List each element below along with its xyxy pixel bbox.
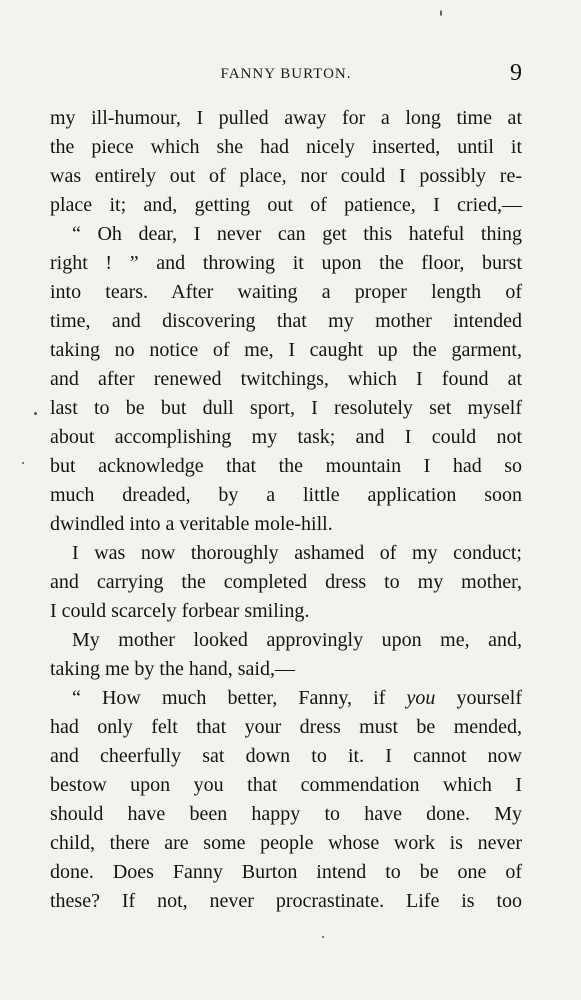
text-line: time, and discovering that my mother intended — [50, 310, 522, 332]
text-line: and after renewed twitchings, which I found at — [50, 368, 522, 390]
text-line-with-emphasis — [50, 684, 522, 713]
text-line: taking no notice of me, I caught up the garment, — [50, 339, 522, 361]
paper-speck — [322, 936, 324, 938]
text-segment: “ How much better, Fanny, if — [72, 687, 407, 709]
text-line: was entirely out of place, nor could I possibly re- — [50, 165, 522, 187]
text-line: these? If not, never procrastinate. Life is too — [50, 890, 522, 912]
paper-speck — [22, 462, 24, 464]
text-segment: yourself — [435, 687, 522, 709]
text-line: place it; and, getting out of patience, I cried,— — [50, 194, 522, 216]
text-line: my ill-humour, I pulled away for a long time at — [50, 107, 522, 129]
text-line: I was now thoroughly ashamed of my conduct; — [72, 542, 522, 564]
text-line: should have been happy to have done. My — [50, 803, 522, 825]
paper-speck — [34, 412, 37, 415]
text-line: done. Does Fanny Burton intend to be one of — [50, 861, 522, 883]
text-line: child, there are some people whose work is never — [50, 832, 522, 854]
paper-speck — [440, 10, 442, 16]
text-line: My mother looked approvingly upon me, and, — [72, 629, 522, 651]
text-line: right ! ” and throwing it upon the floor, burst — [50, 252, 522, 274]
text-line: had only felt that your dress must be mended, — [50, 716, 522, 738]
text-line: much dreaded, by a little application soon — [50, 484, 522, 506]
text-line: but acknowledge that the mountain I had so — [50, 455, 522, 477]
text-line: “ Oh dear, I never can get this hateful thing — [72, 223, 522, 245]
text-line: dwindled into a veritable mole-hill. — [50, 513, 333, 535]
text-line: bestow upon you that commendation which I — [50, 774, 522, 796]
text-line: last to be but dull sport, I resolutely set myself — [50, 397, 522, 419]
text-line: into tears. After waiting a proper length of — [50, 281, 522, 303]
emphasized-word: you — [406, 687, 436, 709]
text-line: and cheerfully sat down to it. I cannot now — [50, 745, 522, 767]
page-header — [50, 60, 522, 88]
text-line: the piece which she had nicely inserted, until it — [50, 136, 522, 158]
text-line: about accomplishing my task; and I could not — [50, 426, 522, 448]
page-number: 9 — [510, 60, 522, 86]
text-line: taking me by the hand, said,— — [50, 658, 295, 680]
running-title: FANNY BURTON. — [220, 66, 352, 82]
text-line: and carrying the completed dress to my mother, — [50, 571, 522, 593]
text-line: I could scarcely forbear smiling. — [50, 600, 310, 622]
body-text — [50, 104, 522, 916]
